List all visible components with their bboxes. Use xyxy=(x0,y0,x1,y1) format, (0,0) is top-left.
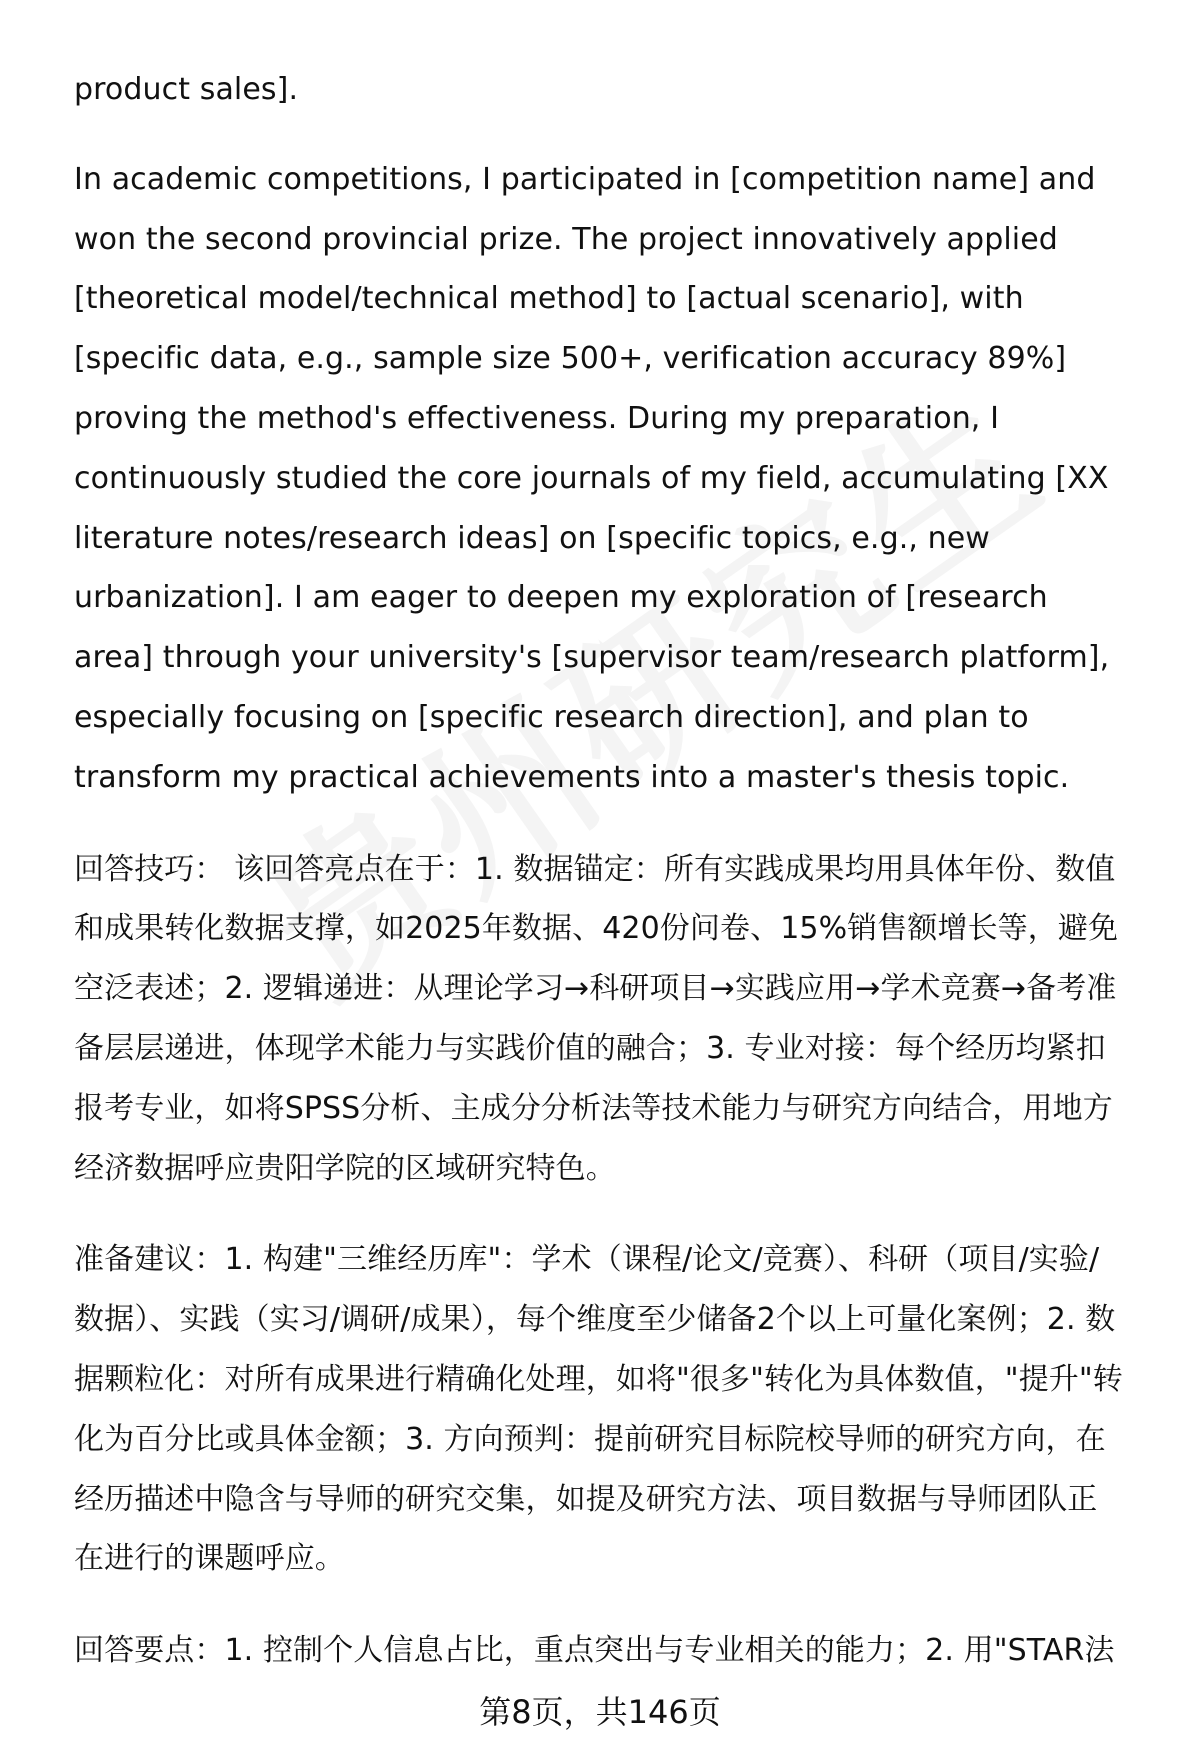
paragraph-gap xyxy=(74,120,1126,150)
paragraph-gap xyxy=(74,1589,1126,1621)
paragraph-gap xyxy=(74,1198,1126,1230)
paragraph-1: product sales]. xyxy=(74,72,299,107)
paragraph-3: 回答技巧： 该回答亮点在于：1. 数据锚定：所有实践成果均用具体年份、数值和成果转化数据支撑，如2025年数据、420份问卷、15%销售额增长等，避免空泛表述；2. 逻辑递进：从理论学习→科研项目→实践应用→学术竞赛→备考准备层层递进，体现学术能力与实践价值的融合；3. 专业对接：每个经历均紧扣报考专业，如将SPSS分析、主成分分析法等技术能力与研究方向结合，用地方经济数据呼应贵阳学院的区域研究特色。 xyxy=(74,851,1119,1186)
paragraph-5: 回答要点：1. 控制个人信息占比，重点突出与专业相关的能力；2. 用"STAR法 xyxy=(74,1633,1115,1669)
paragraph-4: 准备建议：1. 构建"三维经历库"：学术（课程/论文/竞赛）、科研（项目/实验/数据）、实践（实习/调研/成果），每个维度至少储备2个以上可量化案例；2. 数据颗粒化：对所有成果进行精确化处理，如将"很多"转化为具体数值，"提升"转化为百分比或具体金额；3. 方向预判：提前研究目标院校导师的研究方向，在经历描述中隐含与导师的研究交集，如提及研究方法、项目数据与导师团队正在进行的课题呼应。 xyxy=(74,1242,1123,1577)
paragraph-gap xyxy=(74,808,1126,840)
page-footer: 第8页，共146页 xyxy=(479,1693,721,1731)
paragraph-2: In academic competitions, I participated in [competition name] and won the second provincial prize. The project innovatively applied [theoretical model/technical method] to [actual scenario], with [specific data, e.g., sample size 500+, verification accuracy 89%] proving the method's effectiveness. During my preparation, I continuously studied the core journals of my field, accumulating [XX literature notes/research ideas] on [specific topics, e.g., new urbanization]. I am eager to deepen my exploration of [research area] through your university's [supervisor team/research platform], especially focusing on [specific research direction], and plan to transform my practical achievements into a master's thesis topic. xyxy=(74,161,1110,795)
